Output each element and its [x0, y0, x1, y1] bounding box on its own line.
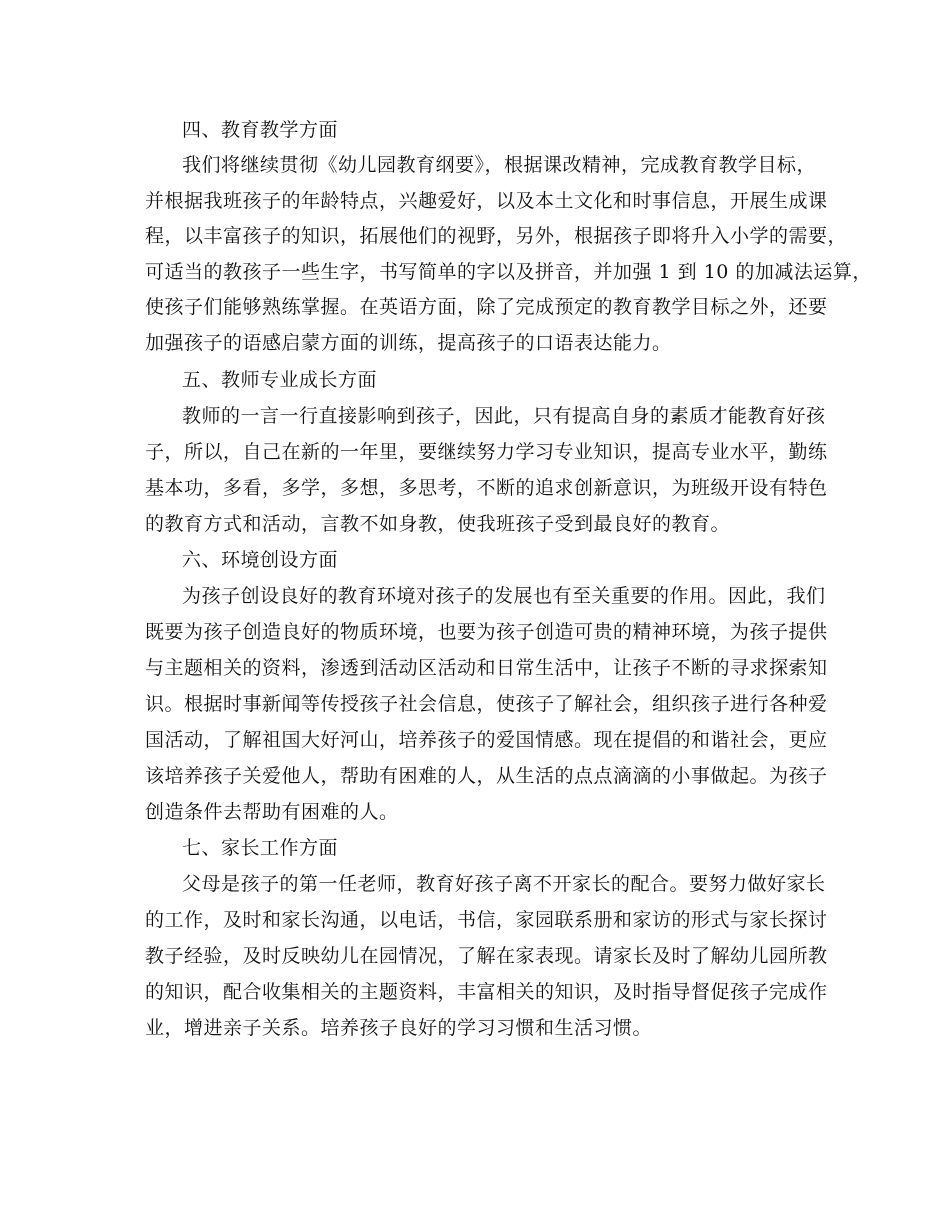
- paragraph-line: 并根据我班孩子的年龄特点，兴趣爱好，以及本土文化和时事信息，开展生成课: [145, 190, 828, 212]
- paragraph-line: 与主题相关的资料，渗透到活动区活动和日常生活中，让孩子不断的寻求探索知: [145, 657, 828, 679]
- paragraph-line: 业，增进亲子关系。培养孩子良好的学习习惯和生活习惯。: [145, 1017, 653, 1039]
- paragraph-line: 程，以丰富孩子的知识，拓展他们的视野，另外，根据孩子即将升入小学的需要，: [145, 225, 848, 247]
- paragraph-line: 为孩子创设良好的教育环境对孩子的发展也有至关重要的作用。因此，我们: [182, 585, 826, 607]
- section-heading: 七、家长工作方面: [182, 837, 339, 859]
- section-heading: 五、教师专业成长方面: [182, 369, 378, 391]
- paragraph-line: 我们将继续贯彻《幼儿园教育纲要》，根据课改精神，完成教育教学目标，: [182, 154, 817, 176]
- paragraph-line: 国活动，了解祖国大好河山，培养孩子的爱国情感。现在提倡的和谐社会，更应: [145, 729, 828, 751]
- section-heading: 六、环境创设方面: [182, 549, 339, 571]
- paragraph-line: 使孩子们能够熟练掌握。在英语方面，除了完成预定的教育教学目标之外，还要: [145, 296, 828, 318]
- paragraph-line: 教子经验，及时反映幼儿在园情况，了解在家表现。请家长及时了解幼儿园所教: [145, 945, 828, 967]
- paragraph-line: 教师的一言一行直接影响到孩子，因此，只有提高自身的素质才能教育好孩: [182, 405, 826, 427]
- paragraph-line: 既要为孩子创造良好的物质环境，也要为孩子创造可贵的精神环境，为孩子提供: [145, 621, 828, 643]
- paragraph-line: 的教育方式和活动，言教不如身教，使我班孩子受到最良好的教育。: [145, 513, 731, 535]
- paragraph-line: 的知识，配合收集相关的主题资料，丰富相关的知识，及时指导督促孩子完成作: [145, 981, 828, 1003]
- paragraph-line: 创造条件去帮助有困难的人。: [145, 801, 399, 823]
- paragraph-line: 可适当的教孩子一些生字，书写简单的字以及拼音，并加强 1 到 10 的加减法运算，: [145, 261, 872, 283]
- paragraph-line: 子，所以，自己在新的一年里，要继续努力学习专业知识，提高专业水平，勤练: [145, 441, 828, 463]
- paragraph-line: 父母是孩子的第一任老师，教育好孩子离不开家长的配合。要努力做好家长: [182, 873, 826, 895]
- paragraph-line: 基本功，多看，多学，多想，多思考，不断的追求创新意识，为班级开设有特色: [145, 477, 828, 499]
- paragraph-line: 的工作，及时和家长沟通，以电话，书信，家园联系册和家访的形式与家长探讨: [145, 909, 828, 931]
- section-heading: 四、教育教学方面: [182, 119, 339, 141]
- paragraph-line: 该培养孩子关爱他人，帮助有困难的人，从生活的点点滴滴的小事做起。为孩子: [145, 765, 828, 787]
- paragraph-line: 识。根据时事新闻等传授孩子社会信息，使孩子了解社会，组织孩子进行各种爱: [145, 693, 828, 715]
- paragraph-line: 加强孩子的语感启蒙方面的训练，提高孩子的口语表达能力。: [145, 332, 672, 354]
